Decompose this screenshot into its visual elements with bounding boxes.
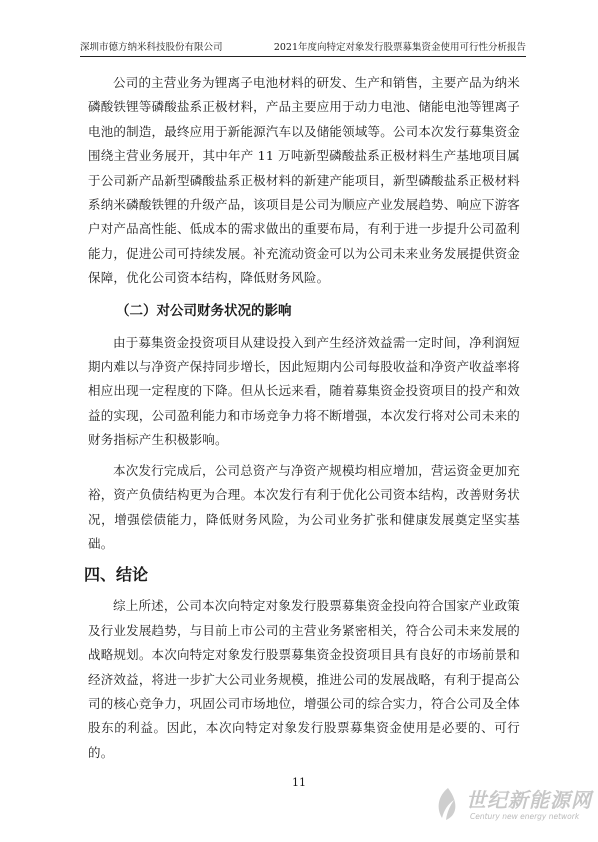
header-report-title: 2021年度向特定对象发行股票募集资金使用可行性分析报告 — [273, 42, 526, 53]
body-paragraph: 综上所述，公司本次向特定对象发行股票募集资金投向符合国家产业政策及行业发展趋势，与目前上市公司的主营业务紧密相关，符合公司未来发展的战略规划。本次向特定对象发行股票募集资金投资项目具有良好的市场前景和经济效益，将进一步扩大公司业务规模，推进公司的发展战略，有利于提高公司的核心竞争力，巩固公司市场地位，增强公司的综合实力，符合公司及全体股东的利益。因此，本次向特定对象发行股票募集资金使用是必要的、可行的。 — [88, 598, 520, 760]
watermark-name-en: Century new energy network — [470, 812, 580, 821]
leaf-logo-icon — [434, 786, 462, 822]
section-heading-conclusion: 四、结论 — [84, 565, 149, 585]
page-header — [80, 38, 526, 57]
header-company: 深圳市德方纳米科技股份有限公司 — [80, 42, 223, 53]
watermark-name-cn: 世纪新能源网 — [466, 788, 592, 812]
section-heading-financial-impact: （二）对公司财务状况的影响 — [116, 302, 292, 319]
body-paragraph: 由于募集资金投资项目从建设投入到产生经济效益需一定时间，净利润短期内难以与净资产保持同步增长，因此短期内公司每股收益和净资产收益率将相应出现一定程度的下降。但从长远来看，随着募集资金投资项目的投产和效益的实现，公司盈利能力和市场竞争力将不断增强，本次发行将对公司未来的财务指标产生积极影响。 — [88, 334, 520, 448]
watermark — [432, 778, 592, 838]
body-paragraph: 本次发行完成后，公司总资产与净资产规模均相应增加，营运资金更加充裕，资产负债结构更为合理。本次发行有利于优化公司资本结构，改善财务状况，增强偿债能力，降低财务风险，为公司业务扩张和健康发展奠定坚实基础。 — [88, 462, 520, 551]
body-paragraph: 公司的主营业务为锂离子电池材料的研发、生产和销售，主要产品为纳米磷酸铁锂等磷酸盐系正极材料，产品主要应用于动力电池、储能电池等锂离子电池的制造，最终应用于新能源汽车以及储能领域等。公司本次发行募集资金围绕主营业务展开，其中年产 11 万吨新型磷酸盐系正极材料生产基地项目属于公司新产品新型磷酸盐系正极材料的新建产能项目，新型磷酸盐系正极材料系纳米磷酸铁锂的升级产品，该项目是公司为顺应产业发展趋势、响应下游客户对产品高性能、低成本的需求做出的重要布局，有利于进一步提升公司盈利能力，促进公司可持续发展。补充流动资金可以为公司未来业务发展提供资金保障，优化公司资本结构，降低财务风险。 — [88, 75, 520, 286]
page-content — [84, 71, 520, 765]
page-number: 11 — [292, 776, 306, 789]
